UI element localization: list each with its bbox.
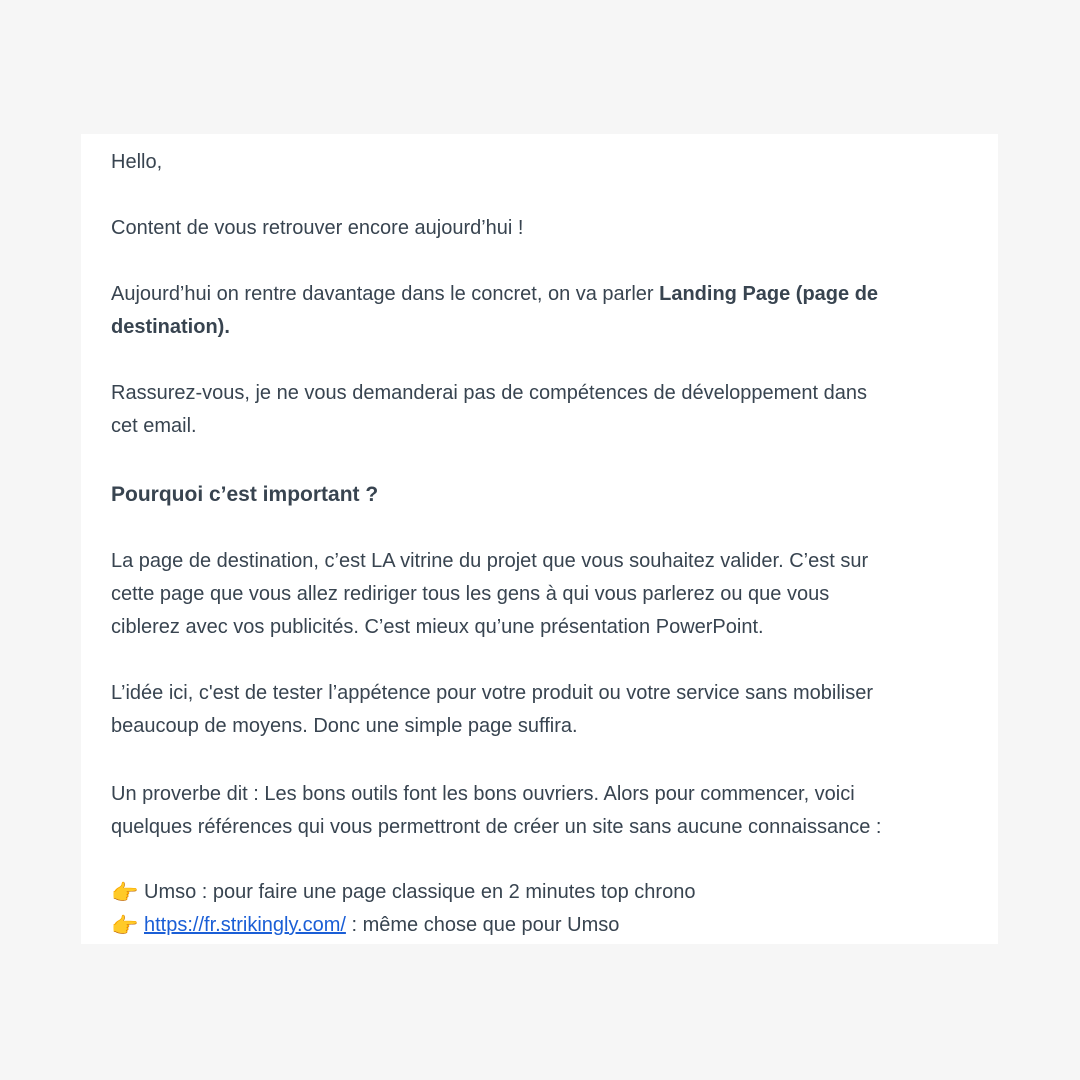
list-item	[111, 876, 971, 909]
topic-bold-1: Landing Page (page de	[659, 283, 879, 305]
strikingly-link[interactable]: https://fr.strikingly.com/	[144, 914, 346, 936]
topic-bold-2: destination).	[111, 316, 230, 338]
idee-line-2: beaucoup de moyens. Donc une simple page suffira.	[111, 715, 578, 737]
topic-prefix: Aujourd’hui on rentre davantage dans le concret, on va parler	[111, 283, 660, 305]
reassure-paragraph	[111, 377, 971, 443]
list-item	[111, 909, 971, 942]
vitrine-line-2: cette page que vous allez rediriger tous les gens à qui vous parlerez ou que vous	[111, 583, 830, 605]
proverbe-paragraph	[111, 778, 971, 844]
pointing-hand-icon: 👉	[111, 913, 139, 938]
pointing-hand-icon: 👉	[111, 880, 139, 905]
reassure-line-1: Rassurez-vous, je ne vous demanderai pas de compétences de développement dans	[111, 382, 868, 404]
intro-paragraph: Content de vous retrouver encore aujourd’hui !	[111, 217, 524, 239]
tool-list	[111, 876, 971, 942]
reassure-line-2: cet email.	[111, 415, 197, 437]
topic-paragraph	[111, 278, 971, 344]
idee-paragraph	[111, 677, 971, 743]
vitrine-paragraph	[111, 545, 971, 644]
list-item-text: : même chose que pour Umso	[345, 914, 620, 936]
proverbe-line-1: Un proverbe dit : Les bons outils font les bons ouvriers. Alors pour commencer, voici	[111, 783, 855, 805]
email-body	[81, 134, 998, 944]
idee-line-1: L’idée ici, c'est de tester l’appétence pour votre produit ou votre service sans mobiliser	[111, 682, 873, 704]
greeting: Hello,	[111, 151, 163, 173]
list-item-text: Umso : pour faire une page classique en 2 minutes top chrono	[144, 881, 696, 903]
vitrine-line-1: La page de destination, c’est LA vitrine du projet que vous souhaitez valider. C’est sur	[111, 550, 869, 572]
section-heading: Pourquoi c’est important ?	[111, 483, 379, 506]
proverbe-line-2: quelques références qui vous permettront de créer un site sans aucune connaissance :	[111, 816, 882, 838]
vitrine-line-3: ciblerez avec vos publicités. C’est mieux qu’une présentation PowerPoint.	[111, 616, 764, 638]
